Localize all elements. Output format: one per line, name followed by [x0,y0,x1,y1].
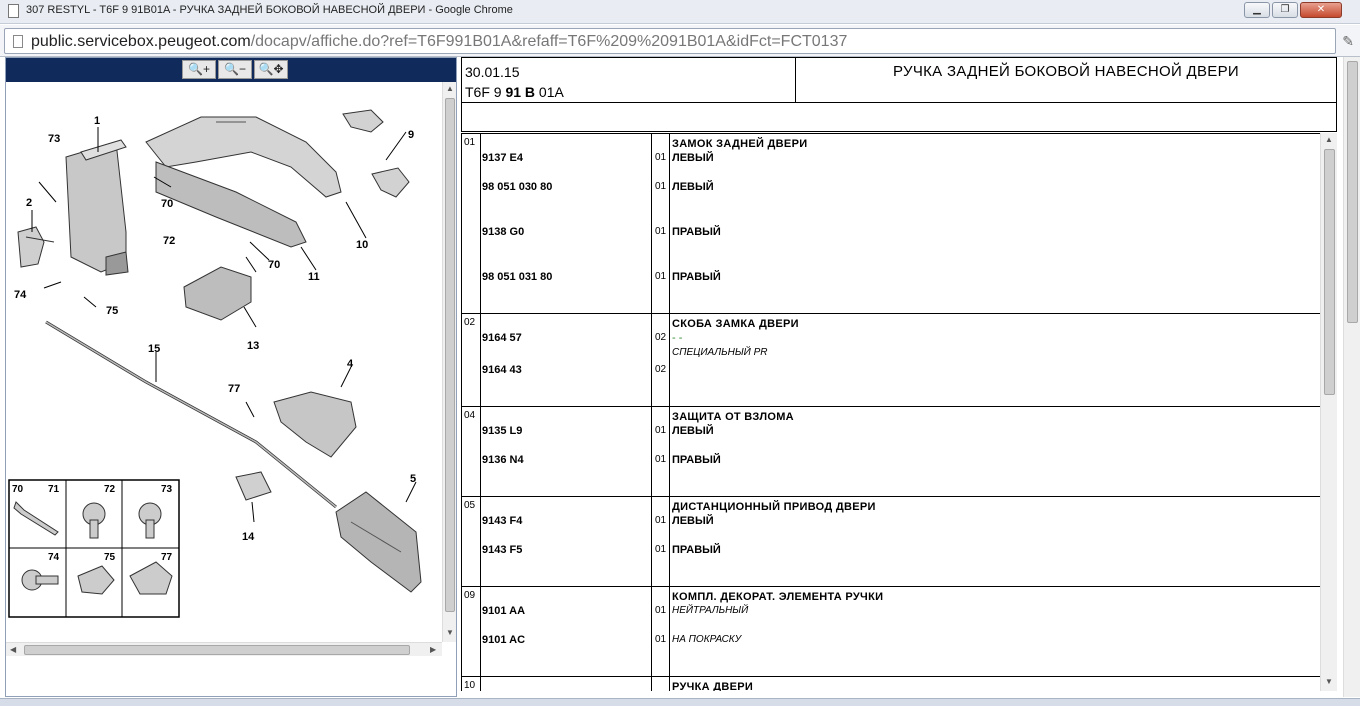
group-title: ЗАМОК ЗАДНЕЙ ДВЕРИ [672,138,808,150]
part-row[interactable] [462,605,1320,619]
callout-9: 9 [408,129,415,141]
part-quantity: 01 [655,425,667,436]
outer-handle-part [146,117,341,247]
document-code [465,84,564,100]
clip-part [236,472,271,500]
parts-group [462,586,1320,676]
callout-2: 2 [26,197,33,209]
minimize-button[interactable]: ▁ [1244,2,1270,18]
parts-group [462,496,1320,586]
diagram-vertical-scrollbar[interactable] [442,82,456,642]
part-quantity: 02 [655,364,667,375]
parts-list-panel [461,57,1337,697]
callout-15: 15 [148,343,161,355]
code-part1: T6F 9 [465,84,506,100]
part-quantity: 02 [655,332,667,343]
column-divider [651,587,652,677]
parts-diagram[interactable] [6,82,442,642]
code-bold: 91 B [505,84,536,100]
scroll-left-icon[interactable]: ◀ [10,645,17,654]
part-row[interactable] [462,454,1320,468]
diagram-panel [5,57,457,697]
part-reference[interactable]: 9135 L9 [482,425,523,437]
legend-73: 73 [161,484,173,495]
part-reference[interactable]: 9101 AC [482,634,526,646]
part-quantity: 01 [655,634,667,645]
callout-73: 73 [48,133,61,145]
callout-4: 4 [347,358,354,370]
part-description: ЛЕВЫЙ [672,181,714,193]
callout-70a: 70 [161,198,174,210]
column-divider [669,407,670,497]
part-row[interactable] [462,226,1320,240]
scroll-down-icon[interactable]: ▼ [1325,677,1333,686]
group-number: 09 [464,590,476,601]
part-reference[interactable]: 9164 57 [482,332,522,344]
group-title: ДИСТАНЦИОННЫЙ ПРИВОД ДВЕРИ [672,501,876,513]
part-row[interactable] [462,544,1320,558]
part-description: ПРАВЫЙ [672,544,721,556]
column-divider [651,407,652,497]
zoom-toolbar [6,58,456,82]
part-row[interactable] [462,332,1320,346]
parts-group [462,406,1320,496]
column-divider [480,587,481,677]
part-row[interactable] [462,425,1320,439]
code-part2: 01A [535,84,564,100]
lock-bracket-part [18,227,54,267]
legend-77: 77 [161,552,173,563]
group-title: СКОБА ЗАМКА ДВЕРИ [672,318,799,330]
inner-handle-trim-part [274,392,356,457]
url-input[interactable] [4,28,1336,54]
legend-72: 72 [104,484,116,495]
diagram-horizontal-thumb[interactable] [24,645,410,655]
part-description: НА ПОКРАСКУ [672,634,742,645]
url-host: public.servicebox.peugeot.com [31,33,251,50]
callout-75: 75 [106,305,119,317]
parts-group [462,313,1320,406]
subheader-row [461,103,1337,132]
part-row[interactable] [462,271,1320,285]
scroll-up-icon[interactable]: ▲ [1325,135,1333,144]
part-description: ПРАВЫЙ [672,454,721,466]
group-title: РУЧКА ДВЕРИ [672,681,754,691]
part-description: ЛЕВЫЙ [672,152,714,164]
group-title: КОМПЛ. ДЕКОРАТ. ЭЛЕМЕНТА РУЧКИ [672,591,884,603]
page-icon [8,4,19,18]
section-title: РУЧКА ЗАДНЕЙ БОКОВОЙ НАВЕСНОЙ ДВЕРИ [893,63,1239,80]
guard-part [184,267,251,320]
group-number: 04 [464,410,476,421]
parts-vertical-scrollbar[interactable] [1320,133,1337,691]
callout-11: 11 [308,271,320,283]
part-description: ПРАВЫЙ [672,226,721,238]
parts-group [462,676,1320,691]
legend-75: 75 [104,552,116,563]
zoom-out-button[interactable]: 🔍− [218,60,252,79]
group-number: 02 [464,317,476,328]
column-divider [480,677,481,691]
part-row[interactable] [462,181,1320,195]
part-reference[interactable]: 9101 AA [482,605,526,617]
parts-group [462,133,1320,313]
column-divider [480,497,481,587]
handle-cap-part [343,110,409,197]
window-title: 307 RESTYL - T6F 9 91B01A - РУЧКА ЗАДНЕЙ БОКОВОЙ НАВЕСНОЙ ДВЕРИ - Google Chrome [26,4,513,16]
part-row[interactable] [462,152,1320,166]
document-header [461,57,1337,103]
part-description: СПЕЦИАЛЬНЫЙ PR [672,347,768,358]
diagram-horizontal-scrollbar[interactable] [6,642,442,656]
scroll-up-icon[interactable]: ▲ [446,84,454,93]
scroll-right-icon[interactable]: ▶ [430,645,437,654]
scroll-down-icon[interactable]: ▼ [446,628,454,637]
callout-77: 77 [228,383,241,395]
column-divider [669,497,670,587]
lock-part [66,140,128,275]
fastener-legend [9,480,179,617]
part-quantity: 01 [655,544,667,555]
legend-74: 74 [48,552,60,563]
part-description: ЛЕВЫЙ [672,425,714,437]
zoom-pan-button[interactable]: 🔍✥ [254,60,288,79]
page-icon [13,35,23,48]
status-bar [0,698,1360,706]
part-reference[interactable]: 9137 E4 [482,152,523,164]
column-divider [651,497,652,587]
part-quantity: 01 [655,226,667,237]
part-reference[interactable]: 9164 43 [482,364,522,376]
address-bar [0,25,1360,57]
column-divider [651,677,652,691]
url-path: /docapv/affiche.do?ref=T6F991B01A&refaff=T6F%209%2091B01A&idFct=FCT0137 [250,33,848,50]
part-reference[interactable]: 9136 N4 [482,454,524,466]
part-quantity: 01 [655,181,667,192]
close-button[interactable]: ✕ [1300,2,1342,18]
group-title: ЗАЩИТА ОТ ВЗЛОМА [672,411,794,423]
part-description: ЛЕВЫЙ [672,515,714,527]
callout-10: 10 [356,239,369,251]
column-divider [669,587,670,677]
part-quantity: 01 [655,605,667,616]
parts-table [461,133,1320,691]
window-titlebar [0,0,1360,24]
group-number: 10 [464,680,476,691]
callout-72: 72 [163,235,176,247]
url-text[interactable] [31,33,847,51]
part-quantity: 01 [655,152,667,163]
callout-1: 1 [94,115,101,127]
zoom-in-button[interactable]: 🔍+ [182,60,216,79]
part-quantity: 01 [655,271,667,282]
browser-vertical-thumb[interactable] [1347,61,1358,323]
part-row[interactable] [462,634,1320,648]
part-description: - - [672,332,683,344]
part-reference[interactable]: 9143 F4 [482,515,523,527]
part-reference[interactable]: 98 051 031 80 [482,271,553,283]
part-reference[interactable]: 9138 G0 [482,226,525,238]
column-divider [669,677,670,691]
legend-71: 71 [48,484,60,495]
callout-13: 13 [247,340,260,352]
callout-5: 5 [410,473,417,485]
group-number: 01 [464,137,476,148]
part-description: ПРАВЫЙ [672,271,721,283]
browser-vertical-scrollbar[interactable] [1343,57,1360,697]
legend-70: 70 [12,484,24,495]
diagram-vertical-thumb[interactable] [445,98,455,612]
part-row[interactable] [462,364,1320,378]
parts-vertical-thumb[interactable] [1324,149,1335,395]
callout-14: 14 [242,531,255,543]
maximize-button[interactable]: ❐ [1272,2,1298,18]
part-row[interactable] [462,515,1320,529]
part-quantity: 01 [655,454,667,465]
column-divider [480,407,481,497]
inner-handle-part [336,492,421,592]
document-date: 30.01.15 [465,64,520,80]
wrench-menu-icon[interactable]: ✎ [1342,33,1354,49]
part-row[interactable] [462,347,1320,361]
part-reference[interactable]: 9143 F5 [482,544,523,556]
part-quantity: 01 [655,515,667,526]
group-number: 05 [464,500,476,511]
part-description: НЕЙТРАЛЬНЫЙ [672,605,749,616]
part-reference[interactable]: 98 051 030 80 [482,181,553,193]
callout-70b: 70 [268,259,281,271]
callout-74: 74 [14,289,27,301]
